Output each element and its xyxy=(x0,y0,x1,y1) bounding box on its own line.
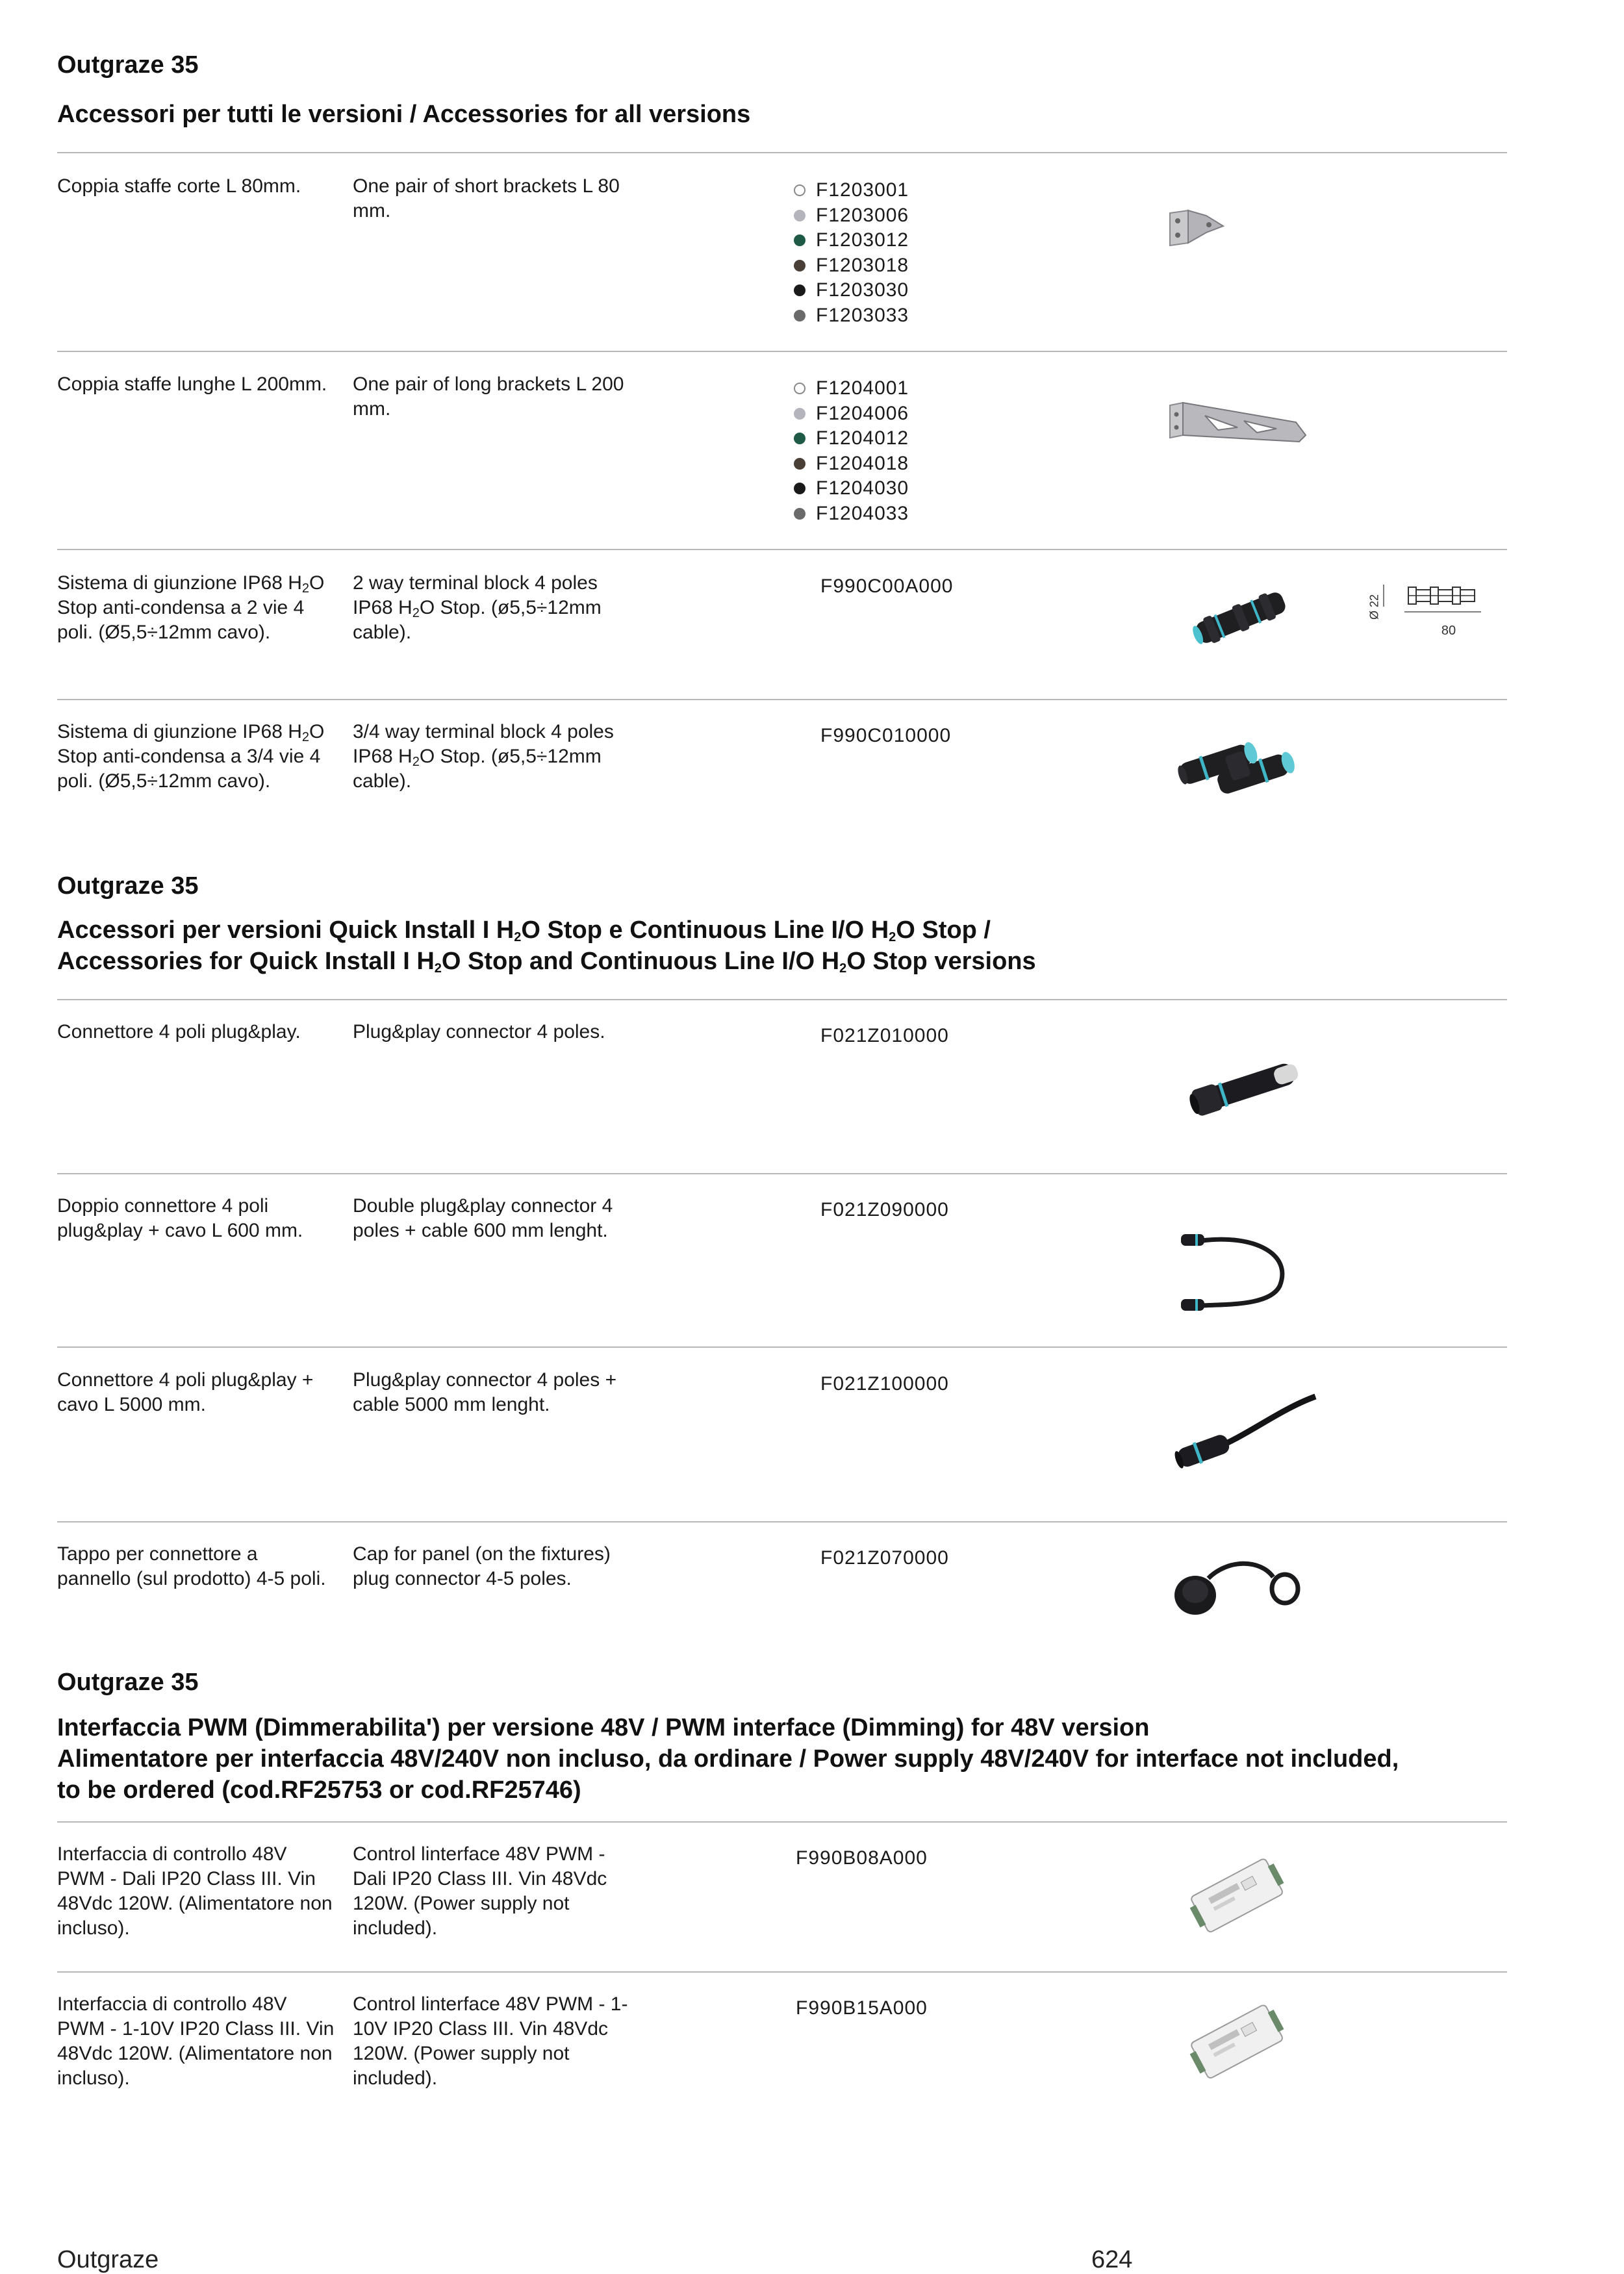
color-code-item xyxy=(794,203,1119,229)
it-subscript: 2 xyxy=(301,730,309,744)
color-code: F1204033 xyxy=(816,502,909,524)
en-subscript: 2 xyxy=(412,606,420,620)
panel-cap-image xyxy=(1169,1552,1319,1624)
color-swatch-icon xyxy=(794,234,806,246)
it-text-b: O Stop anti-condensa a 3/4 vie 4 poli. (Ø5,5÷12mm cavo). xyxy=(57,721,325,792)
color-code: F1204018 xyxy=(816,452,909,474)
en-text-b: O Stop. (ø5,5÷12mm cable). xyxy=(353,597,602,643)
en-subscript: 2 xyxy=(412,755,420,769)
color-code-item xyxy=(794,303,1119,329)
terminal-block-2way-image xyxy=(1186,582,1296,653)
page-number: 624 xyxy=(1091,2246,1133,2273)
row-description-en xyxy=(353,571,639,645)
color-swatch-icon xyxy=(794,408,806,420)
color-code-item xyxy=(794,278,1119,303)
color-swatch-icon xyxy=(794,310,806,322)
product-code: F021Z010000 xyxy=(820,1025,949,1046)
dimension-diameter-label: Ø 22 xyxy=(1367,594,1381,620)
product-code: F990C00A000 xyxy=(820,575,954,597)
row-description-en: Cap for panel (on the fixtures) plug connector 4-5 poles. xyxy=(353,1543,611,1589)
row-description-it: Connettore 4 poli plug&play. xyxy=(57,1021,301,1042)
heading-part: O Stop versions xyxy=(846,948,1036,975)
divider xyxy=(57,351,1507,352)
it-subscript: 2 xyxy=(301,581,309,596)
divider xyxy=(57,152,1507,153)
color-swatch-icon xyxy=(794,284,806,296)
color-code-item xyxy=(794,476,1119,501)
en-text-a: 2 way terminal block 4 poles IP68 H xyxy=(353,572,598,618)
product-code: F021Z090000 xyxy=(820,1199,949,1220)
short-bracket-image xyxy=(1166,207,1231,249)
divider xyxy=(57,1521,1507,1522)
product-code: F990B08A000 xyxy=(796,1847,928,1869)
divider xyxy=(57,1971,1507,1973)
color-code-item xyxy=(794,451,1119,477)
color-code-item xyxy=(794,501,1119,527)
terminal-block-34way-image xyxy=(1169,726,1312,811)
row-description-it xyxy=(57,571,336,645)
color-code-item xyxy=(794,426,1119,451)
it-text-a: Sistema di giunzione IP68 H xyxy=(57,721,302,742)
section2-heading-line1 xyxy=(57,915,991,946)
row-description-it: Interfaccia di controllo 48V PWM - Dali IP20 Class III. Vin 48Vdc 120W. (Alimentatore non incluso). xyxy=(57,1843,333,1939)
row-description-it xyxy=(57,720,336,794)
dimension-length-label: 80 xyxy=(1441,624,1456,638)
section3-heading-line3: to be ordered (cod.RF25753 or cod.RF25746) xyxy=(57,1776,581,1804)
heading-subscript: 2 xyxy=(889,930,896,944)
section3-heading-line1: Interfaccia PWM (Dimmerabilita') per versione 48V / PWM interface (Dimming) for 48V version xyxy=(57,1714,1150,1741)
color-code-item xyxy=(794,401,1119,427)
code-list xyxy=(794,178,1119,328)
section1-product-title: Outgraze 35 xyxy=(57,51,199,79)
section3-product-title: Outgraze 35 xyxy=(57,1669,199,1696)
section3-heading-line2: Alimentatore per interfaccia 48V/240V non incluso, da ordinare / Power supply 48V/240V for interface not included, xyxy=(57,1745,1399,1773)
color-swatch-icon xyxy=(794,260,806,272)
row-description-en: Plug&play connector 4 poles + cable 5000 mm lenght. xyxy=(353,1369,617,1415)
row-description-en: Control linterface 48V PWM - Dali IP20 Class III. Vin 48Vdc 120W. (Power supply not included). xyxy=(353,1843,607,1939)
color-code: F1204012 xyxy=(816,427,909,449)
divider xyxy=(57,1346,1507,1348)
row-description-en: One pair of short brackets L 80 mm. xyxy=(353,175,620,221)
heading-part: O Stop e Continuous Line I/O H xyxy=(521,916,889,944)
divider xyxy=(57,999,1507,1000)
color-code-item xyxy=(794,253,1119,279)
color-code: F1203001 xyxy=(816,179,909,201)
product-code: F021Z070000 xyxy=(820,1547,949,1569)
color-code-item xyxy=(794,178,1119,203)
heading-subscript: 2 xyxy=(514,930,522,944)
control-interface-dali-image xyxy=(1182,1848,1293,1945)
plug-connector-image xyxy=(1179,1052,1309,1124)
divider xyxy=(57,699,1507,700)
row-description-it: Coppia staffe lunghe L 200mm. xyxy=(57,373,327,395)
row-description-en: Double plug&play connector 4 poles + cable 600 mm lenght. xyxy=(353,1195,613,1241)
color-code: F1203012 xyxy=(816,229,909,251)
row-description-en: One pair of long brackets L 200 mm. xyxy=(353,373,624,420)
en-text-a: 3/4 way terminal block 4 poles IP68 H xyxy=(353,721,614,767)
footer-brand: Outgraze xyxy=(57,2246,159,2273)
product-code: F990C010000 xyxy=(820,725,952,746)
heading-part: Accessori per versioni Quick Install I H xyxy=(57,916,514,944)
section2-heading-line2 xyxy=(57,946,1036,977)
product-code: F021Z100000 xyxy=(820,1373,949,1395)
color-swatch-icon xyxy=(794,210,806,221)
en-text-b: O Stop. (ø5,5÷12mm cable). xyxy=(353,746,602,792)
row-description-it: Coppia staffe corte L 80mm. xyxy=(57,175,301,197)
row-description-it: Tappo per connettore a pannello (sul prodotto) 4-5 poli. xyxy=(57,1543,326,1589)
heading-subscript: 2 xyxy=(839,961,847,976)
heading-part: Accessories for Quick Install I H xyxy=(57,948,435,975)
row-description-it: Doppio connettore 4 poli plug&play + cavo L 600 mm. xyxy=(57,1195,303,1241)
color-code-item xyxy=(794,228,1119,253)
color-swatch-icon xyxy=(794,184,806,196)
color-swatch-icon xyxy=(794,433,806,444)
row-description-it: Interfaccia di controllo 48V PWM - 1-10V IP20 Class III. Vin 48Vdc 120W. (Alimentatore non incluso). xyxy=(57,1993,335,2089)
it-text-b: O Stop anti-condensa a 2 vie 4 poli. (Ø5,5÷12mm cavo). xyxy=(57,572,325,643)
divider xyxy=(57,1821,1507,1823)
color-code: F1204001 xyxy=(816,377,909,399)
section2-product-title: Outgraze 35 xyxy=(57,872,199,900)
long-bracket-image xyxy=(1166,396,1315,448)
row-description-en: Control linterface 48V PWM - 1-10V IP20 Class III. Vin 48Vdc 120W. (Power supply not included). xyxy=(353,1993,628,2089)
double-connector-cable-image xyxy=(1176,1221,1293,1319)
connector-long-cable-image xyxy=(1169,1383,1319,1474)
divider xyxy=(57,1173,1507,1174)
color-code-item xyxy=(794,376,1119,401)
heading-part: O Stop and Continuous Line I/O H xyxy=(441,948,840,975)
divider xyxy=(57,549,1507,550)
it-text-a: Sistema di giunzione IP68 H xyxy=(57,572,302,594)
color-code: F1204006 xyxy=(816,402,909,424)
product-code: F990B15A000 xyxy=(796,1997,928,2019)
row-description-en xyxy=(353,720,639,794)
color-swatch-icon xyxy=(794,383,806,394)
heading-part: O Stop / xyxy=(896,916,991,944)
color-swatch-icon xyxy=(794,508,806,520)
color-swatch-icon xyxy=(794,458,806,470)
row-description-it: Connettore 4 poli plug&play + cavo L 5000 mm. xyxy=(57,1369,314,1415)
color-code: F1204030 xyxy=(816,477,909,499)
control-interface-110v-image xyxy=(1182,1994,1293,2091)
color-code: F1203033 xyxy=(816,304,909,326)
color-code: F1203018 xyxy=(816,254,909,276)
color-swatch-icon xyxy=(794,483,806,494)
section1-heading: Accessori per tutti le versioni / Accessories for all versions xyxy=(57,101,751,128)
row-description-en: Plug&play connector 4 poles. xyxy=(353,1021,605,1042)
code-list xyxy=(794,376,1119,526)
color-code: F1203006 xyxy=(816,204,909,226)
color-code: F1203030 xyxy=(816,279,909,301)
heading-subscript: 2 xyxy=(434,961,442,976)
